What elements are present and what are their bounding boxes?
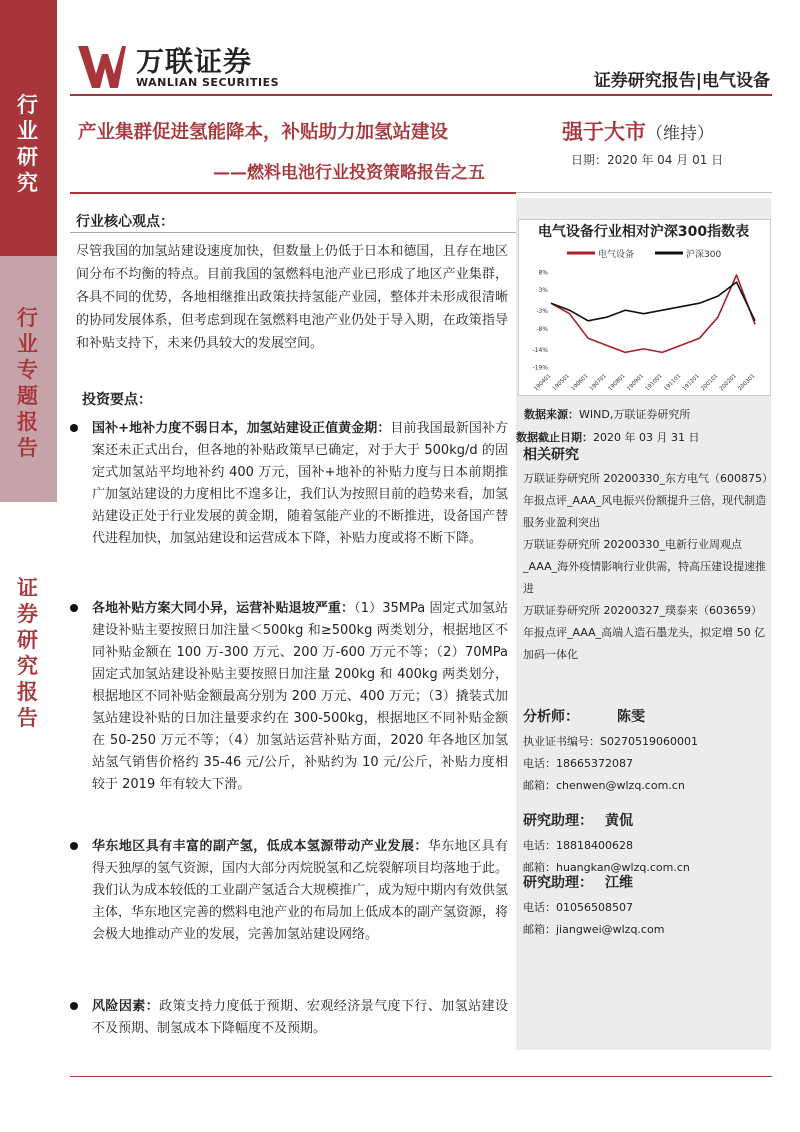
side-label-char: 题 xyxy=(17,384,40,408)
person-line: 邮箱：chenwen@wlzq.com.cn xyxy=(523,779,685,792)
y-tick-label: -14% xyxy=(532,346,548,354)
x-tick-label: 190901 xyxy=(626,373,646,393)
relative-index-chart xyxy=(519,220,770,395)
side-label-industry-research xyxy=(0,92,57,196)
header-divider xyxy=(70,94,772,96)
x-tick-label: 200201 xyxy=(718,373,738,393)
person-role: 分析师： xyxy=(523,709,579,725)
brand-name-en: WANLIAN SECURITIES xyxy=(136,76,280,89)
assistant-block xyxy=(523,872,768,941)
x-tick-label: 190801 xyxy=(607,373,627,393)
side-label-char: 券 xyxy=(17,602,40,626)
side-label-char: 报 xyxy=(17,410,40,434)
person-name: 黄侃 xyxy=(605,813,633,829)
person-name: 江维 xyxy=(605,875,633,891)
x-tick-label: 200301 xyxy=(737,373,757,393)
report-title: 产业集群促进氢能降本，补贴助力加氢站建设 xyxy=(78,122,449,143)
y-tick-label: -3% xyxy=(536,308,548,316)
side-label-char: 业 xyxy=(17,119,40,143)
person-role: 研究助理： xyxy=(523,875,593,891)
bullet-dot-icon xyxy=(70,1002,78,1010)
invest-point xyxy=(92,598,508,796)
x-tick-label: 190501 xyxy=(551,373,571,393)
invest-point xyxy=(92,836,508,946)
invest-point xyxy=(92,418,508,550)
related-list xyxy=(523,468,768,666)
report-subtitle: ——燃料电池行业投资策略报告之五 xyxy=(213,163,485,183)
side-label-char: 研 xyxy=(17,145,40,169)
side-label-char: 行 xyxy=(17,93,40,117)
side-label-char: 证 xyxy=(17,576,40,600)
x-tick-label: 191001 xyxy=(644,373,664,393)
data-cutoff xyxy=(516,429,699,445)
data-cutoff-text: 2020 年 03 月 31 日 xyxy=(593,431,700,444)
related-item: 万联证券研究所 20200330_东方电气（600875）年报点评_AAA_风电振兴份额提升三倍，现代制造服务业盈利突出 xyxy=(523,472,768,529)
y-tick-label: -8% xyxy=(536,325,548,333)
side-label-securities-report xyxy=(0,575,57,731)
chart-box xyxy=(518,219,771,396)
bullet-dot-icon xyxy=(70,424,78,432)
person-line: 电话：01056508507 xyxy=(523,901,633,914)
invest-point-bold: 各地补贴方案大同小异，运营补贴退坡严重： xyxy=(92,601,355,616)
data-cutoff-label: 数据截止日期： xyxy=(516,431,593,444)
core-paragraph: 尽管我国的加氢站建设速度加快，但数量上仍低于日本和德国，且存在地区间分布不均衡的特点。目前我国的氢燃料电池产业已形成了地区产业集群，各具不同的优势，各地相继推出政策扶持氢能产业园，整体并未形成很清晰的协同发展体系，但考虑到现在氢燃料电池产业仍处于导入期，在政策指导和补贴支持下，未来仍具较大的发展空间。 xyxy=(76,244,508,351)
x-tick-label: 190601 xyxy=(570,373,590,393)
rating xyxy=(562,116,714,146)
title-divider xyxy=(70,192,516,194)
title-divider-right xyxy=(516,192,772,193)
invest-point-bold: 华东地区具有丰富的副产氢，低成本氢源带动产业发展： xyxy=(92,839,428,854)
side-label-char: 研 xyxy=(17,628,40,652)
core-divider xyxy=(70,232,516,233)
related-heading: 相关研究 xyxy=(523,447,579,463)
person-name: 陈雯 xyxy=(617,709,645,725)
assistant-block xyxy=(523,810,768,879)
side-label-char: 业 xyxy=(17,332,40,356)
chart-title: 电气设备行业相对沪深300指数表 xyxy=(537,224,750,240)
series-line xyxy=(551,275,755,352)
y-tick-label: -19% xyxy=(532,364,548,372)
side-label-char: 报 xyxy=(17,680,40,704)
invest-point-bold: 国补+地补力度不弱日本，加氢站建设正值黄金期： xyxy=(92,421,391,436)
x-tick-label: 191101 xyxy=(663,373,683,393)
y-tick-label: 3% xyxy=(538,287,548,295)
invest-point-text: 政策支持力度低于预期、宏观经济景气度下行、加氢站建设不及预期、制氢成本下降幅度不及预期。 xyxy=(92,999,508,1036)
bullet-dot-icon xyxy=(70,842,78,850)
person-role: 研究助理： xyxy=(523,813,593,829)
report-type: 证券研究报告|电气设备 xyxy=(593,71,770,91)
side-label-char: 行 xyxy=(17,306,40,330)
data-source-text: WIND,万联证券研究所 xyxy=(579,408,691,421)
y-tick-label: 8% xyxy=(538,269,548,277)
side-label-char: 究 xyxy=(17,171,40,195)
report-date: 日期：2020 年 04 月 01 日 xyxy=(571,153,724,167)
x-tick-label: 190401 xyxy=(533,373,553,393)
bullet-dot-icon xyxy=(70,604,78,612)
invest-point xyxy=(92,996,508,1040)
x-tick-label: 190701 xyxy=(588,373,609,393)
side-label-char: 究 xyxy=(17,654,40,678)
rating-keep: （维持） xyxy=(646,124,714,144)
person-line: 执业证书编号：S0270519060001 xyxy=(523,735,698,748)
legend-label: 沪深300 xyxy=(686,250,722,260)
side-label-char: 告 xyxy=(17,436,40,460)
invest-point-text: 华东地区具有得天独厚的氢气资源，国内大部分丙烷脱氢和乙烷裂解项目均落地于此。我们认为成本较低的工业副产氢适合大规模推广，成为短中期内有效供氢主体，华东地区完善的燃料电池产业的布局加上低成本的副产氢资源，将会极大地推动产业的发展，完善加氢站建设网络。 xyxy=(92,839,509,942)
wanlian-logo-icon xyxy=(78,44,126,90)
core-heading: 行业核心观点： xyxy=(76,214,174,230)
rating-value: 强于大市 xyxy=(562,120,646,144)
invest-point-text: 目前我国最新国补方案还未正式出台，但各地的补贴政策早已确定，对于大于 500kg/d 的固定式加氢站平均地补约 400 万元，国补+地补的补贴力度与日本前期推广加氢站建设的力度相比不遑多让，我们认为按照目前的趋势来看，加氢站建设正处于行业发展的黄金期，随着氢能产业的不断推进，设备国产替代进程加快，加氢站建设和运营成本下降，补贴力度或将不断下降。 xyxy=(92,421,509,546)
invest-heading: 投资要点： xyxy=(82,392,152,408)
person-line: 邮箱：huangkan@wlzq.com.cn xyxy=(523,861,690,874)
person-line: 电话：18818400628 xyxy=(523,839,633,852)
data-source xyxy=(524,406,690,422)
invest-point-bold: 风险因素： xyxy=(92,999,160,1014)
data-source-label: 数据来源： xyxy=(524,408,579,421)
x-tick-label: 191201 xyxy=(681,373,701,393)
related-item: 万联证券研究所 20200330_电新行业周观点_AAA_海外疫情影响行业供需，特高压建设提速推进 xyxy=(523,538,767,595)
person-line: 电话：18665372087 xyxy=(523,757,633,770)
side-label-char: 告 xyxy=(17,706,40,730)
legend-label: 电气设备 xyxy=(598,250,635,260)
related-item: 万联证券研究所 20200327_璞泰来（603659）年报点评_AAA_高端人造石墨龙头，拟定增 50 亿加码一体化 xyxy=(523,604,766,661)
invest-point-text: （1）35MPa 固定式加氢站建设补贴主要按照日加注量＜500kg 和≥500kg 两类划分，根据地区不同补贴金额在 100 万-300 万元、200 万-600 万元不等；（2）70MPa 固定式加氢站建设补贴主要按照日加注量 200kg 和 400kg 两类划分，根据地区不同补贴金额最高分别为 200 万元、400 万元；（3）撬装式加氢站建设补贴的日加注量要求约在 300-500kg，根据地区不同补贴金额在 50-250 万元不等；（4）加氢站运营补贴方面，2020 年各地区加氢站氢气销售价格约 35-46 元/公斤，补贴约为 10 元/公斤，补贴力度相较于 2019 年有较大下滑。 xyxy=(92,601,508,792)
x-tick-label: 200101 xyxy=(700,373,720,393)
side-label-char: 专 xyxy=(17,358,40,382)
footer-divider xyxy=(70,1076,772,1077)
brand-name-cn: 万联证券 xyxy=(136,45,253,78)
person-line: 邮箱：jiangwei@wlzq.com xyxy=(523,923,665,936)
side-label-special-report xyxy=(0,305,57,461)
analyst-block xyxy=(523,706,768,797)
